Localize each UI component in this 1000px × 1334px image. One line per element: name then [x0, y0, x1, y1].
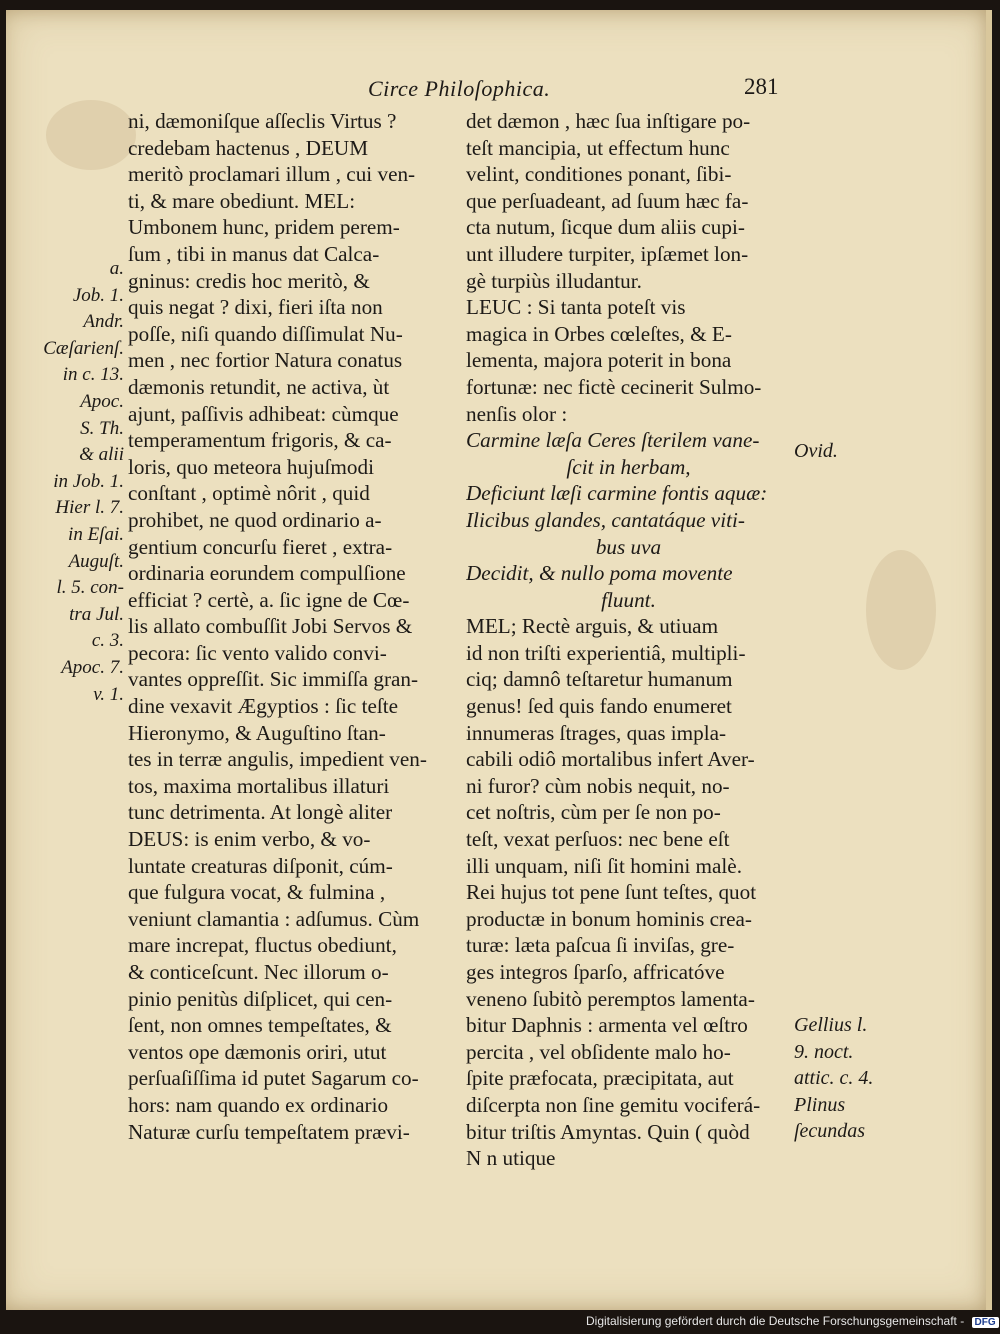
text-line: ſpite præfocata, præcipitata, aut — [466, 1066, 734, 1091]
running-title: Circe Philoſophica. — [368, 76, 551, 101]
text-line: velint, conditiones ponant, ſibi- — [466, 162, 732, 187]
text-line: loris, quo meteora hujuſmodi — [128, 454, 374, 479]
text-line: pinio penitùs diſplicet, qui cen- — [128, 986, 393, 1011]
page-number: 281 — [744, 74, 779, 99]
text-line: ſcit in herbam, — [566, 454, 691, 479]
margin-note: Apoc. — [80, 390, 124, 412]
text-line: conſtant , optimè nôrit , quid — [128, 481, 370, 506]
text-line: que perſuadeant, ad ſuum hæc fa- — [466, 188, 749, 213]
text-line: det dæmon , hæc ſua inſtigare po- — [466, 109, 751, 133]
text-line: N n utique — [466, 1146, 556, 1171]
text-line: ti, & mare obediunt. MEL: — [128, 188, 356, 213]
margin-note: Apoc. 7. — [61, 656, 124, 678]
text-line: vantes oppreſſit. Sic immiſſa gran- — [128, 667, 419, 692]
margin-note-line: Gellius l. — [794, 1014, 868, 1036]
margin-note-gellius — [794, 1012, 873, 1145]
text-line: innumeras ſtrages, quas impla- — [466, 720, 727, 745]
text-line: turæ: læta paſcua ſi inviſas, gre- — [466, 933, 735, 958]
margin-note: Job. 1. — [72, 284, 124, 306]
text-line: id non triſti experientiâ, multipli- — [466, 640, 746, 665]
text-line: ciq; damnô teſtaretur humanum — [466, 667, 733, 692]
text-line: Carmine læſa Ceres ſterilem vane- — [466, 428, 760, 453]
text-line: pecora: ſic vento valido convi- — [128, 640, 387, 665]
left-margin-notes — [24, 256, 124, 708]
text-line: temperamentum frigoris, & ca- — [128, 428, 392, 453]
text-line: ges integros ſparſo, affricatóve — [466, 960, 725, 984]
text-line: dine vexavit Ægyptios : ſic teſte — [128, 694, 399, 719]
text-line: productæ in bonum hominis crea- — [466, 906, 752, 931]
text-line: teſt mancipia, ut effectum hunc — [466, 135, 730, 160]
text-line: gentium concurſu fieret , extra- — [128, 534, 393, 559]
text-line: veniunt clamantia : adſumus. Cùm — [128, 906, 420, 931]
margin-note: Hier l. 7. — [55, 497, 124, 519]
text-line: luntate creaturas diſponit, cúm- — [128, 853, 393, 878]
text-line: gè turpiùs illudantur. — [466, 268, 642, 293]
text-line: tunc detrimenta. At longè aliter — [128, 800, 393, 825]
margin-note: Andr. — [83, 311, 124, 333]
footer-credit — [586, 1314, 999, 1328]
text-line: lementa, majora poterit in bona — [466, 348, 732, 373]
margin-note: Auguſt. — [68, 550, 124, 572]
text-line: cabili odiô mortalibus infert Aver- — [466, 747, 755, 772]
text-line: men , nec fortior Natura conatus — [128, 348, 403, 373]
text-line: ni furor? cùm nobis nequit, no- — [466, 773, 730, 798]
text-line: genus! ſed quis fando enumeret — [466, 694, 732, 719]
text-line: bitur triſtis Amyntas. Quin ( quòd — [466, 1119, 750, 1144]
footer-credit-text: Digitalisierung gefördert durch die Deutsche Forschungsgemeinschaft - — [586, 1314, 965, 1328]
text-line: mare increpat, fluctus obediunt, — [128, 933, 397, 958]
margin-note: l. 5. con- — [56, 577, 124, 599]
text-line: Naturæ curſu tempeſtatem prævi- — [128, 1119, 410, 1144]
text-line: fortunæ: nec fictè cecinerit Sulmo- — [466, 374, 762, 399]
text-line: Deficiunt læſi carmine fontis aquæ: — [466, 481, 768, 506]
text-line: ni, dæmoniſque aſſeclis Virtus ? — [128, 109, 397, 133]
text-line: Ilicibus glandes, cantatáque viti- — [466, 507, 745, 532]
text-line: poſſe, niſi quando diſſimulat Nu- — [128, 321, 403, 346]
text-line: Umbonem hunc, pridem perem- — [128, 215, 400, 240]
text-line: bus uva — [595, 534, 662, 559]
text-line: que fulgura vocat, & fulmina , — [128, 880, 386, 905]
left-text-column — [128, 108, 448, 1145]
text-line: illi unquam, niſi ſit homini malè. — [466, 853, 743, 878]
margin-note: & alii — [79, 444, 124, 466]
text-line: ſum , tibi in manus dat Calca- — [128, 241, 380, 266]
margin-note: c. 3. — [91, 630, 124, 652]
margin-note: tra Jul. — [69, 603, 124, 625]
text-line: Decidit, & nullo poma movente — [466, 561, 733, 586]
margin-note: S. Th. — [80, 417, 124, 439]
text-line: MEL; Rectè arguis, & utiuam — [466, 614, 719, 639]
text-line: hors: nam quando ex ordinario — [128, 1092, 389, 1117]
text-line: ajunt, paſſivis adhibeat: cùmque — [128, 401, 399, 426]
text-line: Hieronymo, & Auguſtino ſtan- — [128, 720, 386, 745]
margin-note-line: attic. c. 4. — [794, 1067, 874, 1090]
margin-note-line: 9. noct. — [794, 1040, 854, 1063]
text-line: cet noſtris, cùm per ſe non po- — [466, 800, 721, 825]
text-line: tos, maxima mortalibus illaturi — [128, 773, 390, 798]
text-line: Rei hujus tot pene ſunt teſtes, quot — [466, 880, 757, 905]
margin-note: in Job. 1. — [53, 470, 124, 492]
text-line: ordinaria eorundem compulſione — [128, 561, 406, 586]
right-text-column — [466, 108, 791, 1172]
margin-note-line: Plinus — [794, 1093, 846, 1116]
text-line: magica in Orbes cœleſtes, & E- — [466, 321, 732, 346]
text-line: LEUC : Si tanta poteſt vis — [466, 295, 686, 320]
text-line: meritò proclamari illum , cui ven- — [128, 162, 416, 187]
text-line: diſcerpta non ſine gemitu vociferá- — [466, 1092, 761, 1117]
text-line: veneno ſubitò peremptos lamenta- — [466, 986, 755, 1011]
text-line: lis allato combuſſit Jobi Servos & — [128, 614, 413, 639]
text-line: dæmonis retundit, ne activa, ùt — [128, 374, 390, 399]
text-line: efficiat ? certè, a. ſic igne de Cœ- — [128, 587, 410, 612]
margin-note: v. 1. — [93, 683, 124, 705]
text-line: cta nutum, ſicque dum aliis cupi- — [466, 215, 745, 240]
text-line: unt illudere turpiter, ipſæmet lon- — [466, 241, 749, 266]
text-line: fluunt. — [601, 587, 656, 612]
margin-note-line: ſecundas — [794, 1120, 866, 1143]
text-line: credebam hactenus , DEUM — [128, 135, 369, 160]
margin-note: a. — [109, 258, 124, 279]
text-line: nenſis olor : — [466, 401, 568, 426]
text-line: DEUS: is enim verbo, & vo- — [128, 827, 371, 852]
text-line: prohibet, ne quod ordinario a- — [128, 507, 382, 532]
text-line: ſent, non omnes tempeſtates, & — [128, 1013, 392, 1038]
text-line: bitur Daphnis : armenta vel œſtro — [466, 1013, 748, 1038]
text-line: gninus: credis hoc meritò, & — [128, 268, 370, 293]
paper-stain — [46, 100, 136, 170]
text-line: ventos ope dæmonis oriri, utut — [128, 1039, 387, 1064]
dfg-logo: DFG — [972, 1317, 999, 1328]
text-line: percita , vel obſidente malo ho- — [466, 1039, 731, 1064]
text-line: tes in terræ angulis, impedient ven- — [128, 747, 427, 772]
margin-note-ovid: Ovid. — [794, 440, 838, 462]
paper-stain — [866, 550, 936, 670]
margin-note: in Eſai. — [68, 523, 124, 545]
margin-note: in c. 13. — [62, 364, 124, 386]
text-line: & conticeſcunt. Nec illorum o- — [128, 960, 389, 984]
text-line: teſt, vexat perſuos: nec bene eſt — [466, 827, 730, 852]
margin-note: Cæſarienſ. — [43, 337, 124, 359]
text-line: quis negat ? dixi, fieri iſta non — [128, 295, 383, 320]
text-line: perſuaſiſſima id putet Sagarum co- — [128, 1066, 419, 1091]
